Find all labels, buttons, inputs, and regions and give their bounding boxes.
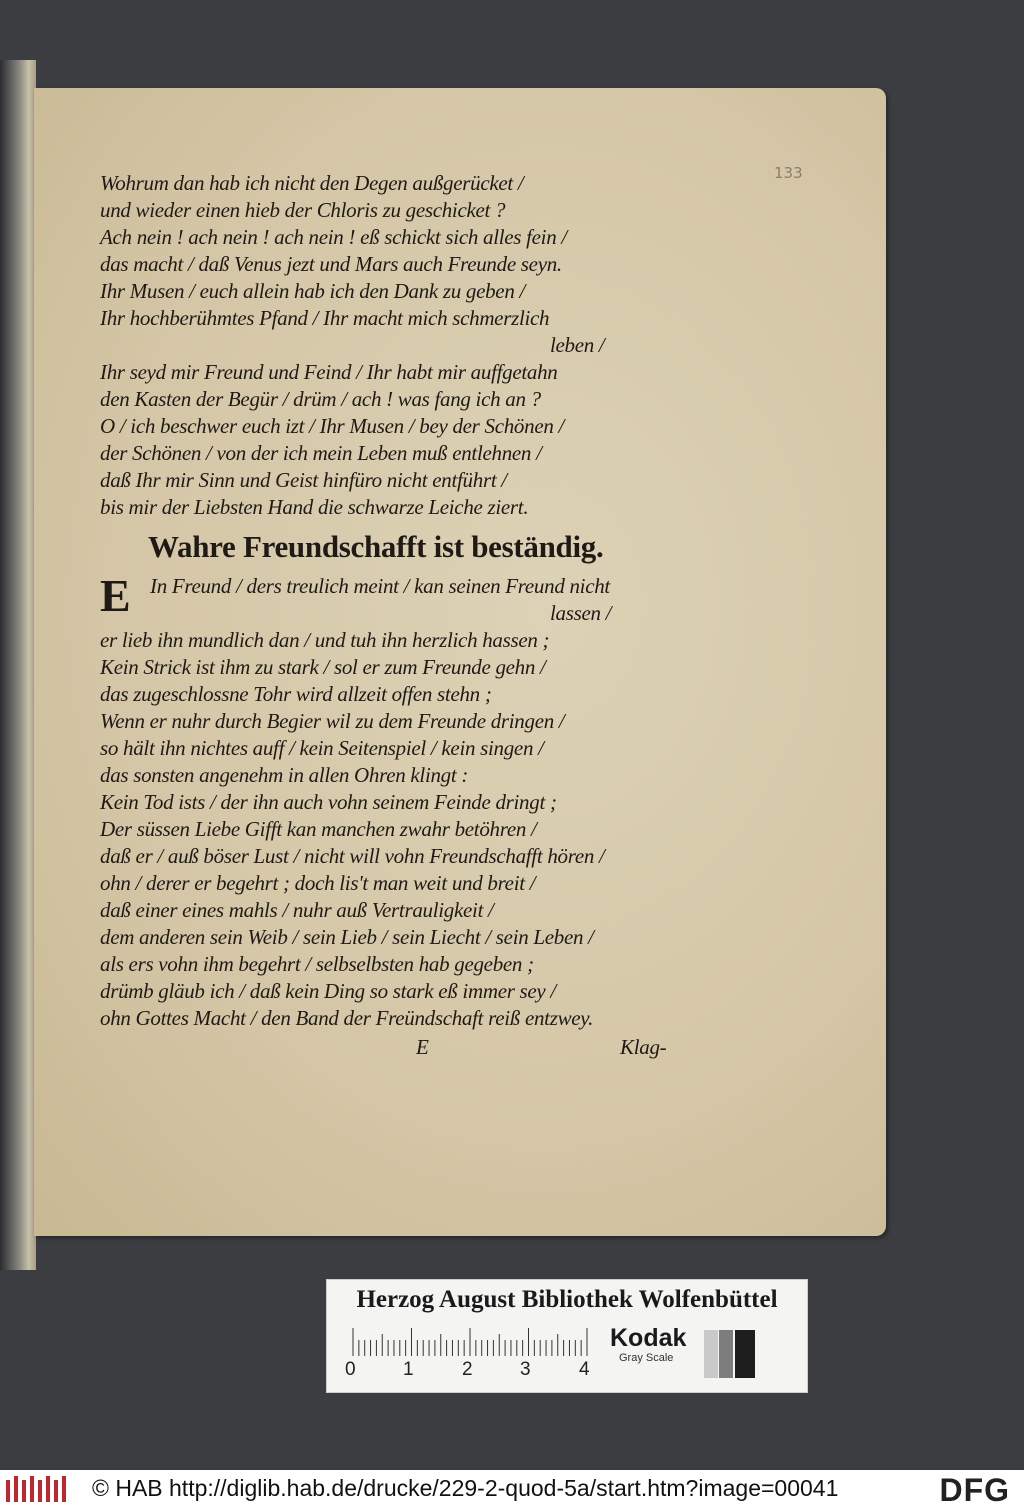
brand-subtitle: Gray Scale bbox=[619, 1352, 674, 1364]
signature-mark: E bbox=[416, 1035, 429, 1059]
text-line: den Kasten der Begür / drüm / ach ! was fang ich an ? bbox=[100, 387, 541, 411]
text-line: Ihr hochberühmtes Pfand / Ihr macht mich schmerzlich bbox=[100, 306, 550, 330]
ruler-number: 3 bbox=[520, 1359, 531, 1380]
text-line: er lieb ihn mundlich dan / und tuh ihn herzlich hassen ; bbox=[100, 628, 550, 652]
text-line: bis mir der Liebsten Hand die schwarze Leiche ziert. bbox=[100, 495, 529, 519]
color-target-card bbox=[326, 1279, 808, 1393]
barcode-icon bbox=[4, 1474, 80, 1506]
text-line: drümb gläub ich / daß kein Ding so stark eß immer sey / bbox=[100, 979, 556, 1003]
initial-letter: E bbox=[100, 570, 131, 621]
gray-patch-mid bbox=[719, 1330, 733, 1378]
continuation-line: lassen / bbox=[550, 601, 612, 625]
text-line: daß Ihr mir Sinn und Geist hinfüro nicht entführt / bbox=[100, 468, 507, 492]
text-line: Wohrum dan hab ich nicht den Degen außgerücket / bbox=[100, 171, 524, 195]
text-line: das zugeschlossne Tohr wird allzeit offen stehn ; bbox=[100, 682, 492, 706]
ruler-number: 4 bbox=[579, 1359, 590, 1380]
ruler-number: 0 bbox=[345, 1359, 356, 1380]
text-line: das macht / daß Venus jezt und Mars auch Freunde seyn. bbox=[100, 252, 562, 276]
stanza-one bbox=[100, 170, 700, 332]
catchword: Klag- bbox=[620, 1035, 667, 1059]
poem-text bbox=[100, 170, 700, 1062]
text-line: als ers vohn ihm begehrt / selbselbsten hab gegeben ; bbox=[100, 952, 534, 976]
gray-patch-light bbox=[704, 1330, 718, 1378]
text-line: ohn / derer er begehrt ; doch lis't man weit und breit / bbox=[100, 871, 536, 895]
catchword-line bbox=[100, 1032, 700, 1062]
first-line-text: In Freund / ders treulich meint / kan seinen Freund nicht bbox=[150, 574, 610, 598]
text-line: und wieder einen hieb der Chloris zu geschicket ? bbox=[100, 198, 506, 222]
text-line: so hält ihn nichtes auff / kein Seitenspiel / kein singen / bbox=[100, 736, 544, 760]
footer-bar bbox=[0, 1470, 1024, 1511]
text-line: daß er / auß böser Lust / nicht will vohn Freundschafft hören / bbox=[100, 844, 605, 868]
library-name: Herzog August Bibliothek Wolfenbüttel bbox=[356, 1286, 778, 1313]
continuation-line: leben / bbox=[550, 333, 605, 357]
text-line: ohn Gottes Macht / den Band der Freündschaft reiß entzwey. bbox=[100, 1006, 594, 1030]
text-line: Ach nein ! ach nein ! ach nein ! eß schickt sich alles fein / bbox=[100, 225, 567, 249]
folio-number: 133 bbox=[774, 164, 803, 182]
text-line: Der süssen Liebe Gifft kan manchen zwahr betöhren / bbox=[100, 817, 537, 841]
stanza-two bbox=[100, 627, 700, 1032]
text-line: Ihr seyd mir Freund und Feind / Ihr habt mir auffgetahn bbox=[100, 360, 558, 384]
text-line: der Schönen / von der ich mein Leben muß entlehnen / bbox=[100, 441, 542, 465]
text-line: Wenn er nuhr durch Begier wil zu dem Freunde dringen / bbox=[100, 709, 565, 733]
ruler-numbers bbox=[345, 1359, 615, 1383]
text-line: dem anderen sein Weib / sein Lieb / sein Liecht / sein Leben / bbox=[100, 925, 594, 949]
text-line: O / ich beschwer euch izt / Ihr Musen / bey der Schönen / bbox=[100, 414, 565, 438]
text-line: daß einer eines mahls / nuhr auß Vertrauligkeit / bbox=[100, 898, 494, 922]
text-line: das sonsten angenehm in allen Ohren klingt : bbox=[100, 763, 469, 787]
ruler-number: 2 bbox=[462, 1359, 473, 1380]
book-edge bbox=[0, 60, 36, 1270]
text-line: Ihr Musen / euch allein hab ich den Dank zu geben / bbox=[100, 279, 526, 303]
text-line: Kein Strick ist ihm zu stark / sol er zum Freunde gehn / bbox=[100, 655, 546, 679]
copyright-url[interactable]: © HAB http://diglib.hab.de/drucke/229-2-quod-5a/start.htm?image=00041 bbox=[92, 1475, 839, 1501]
dfg-logo: DFG bbox=[939, 1472, 1010, 1508]
ruler-scale bbox=[347, 1326, 597, 1356]
brand-name: Kodak bbox=[610, 1324, 687, 1352]
text-line: Kein Tod ists / der ihn auch vohn seinem Feinde dringt ; bbox=[100, 790, 557, 814]
stanza-one-end bbox=[100, 359, 700, 521]
gray-patch-dark bbox=[735, 1330, 755, 1378]
ruler-number: 1 bbox=[403, 1359, 414, 1380]
poem-heading: Wahre Freundschafft ist beständig. bbox=[148, 529, 604, 564]
